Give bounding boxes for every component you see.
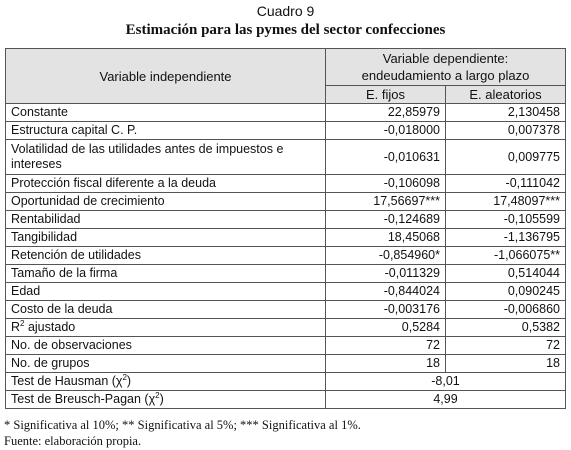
row-label: Protección fiscal diferente a la deuda bbox=[6, 175, 326, 193]
table-row-observations bbox=[6, 337, 566, 355]
table-body bbox=[6, 104, 566, 319]
cell-breusch-pagan-value: 4,99 bbox=[326, 391, 566, 409]
table-row-breusch-pagan bbox=[6, 391, 566, 409]
table-row bbox=[6, 283, 566, 301]
row-label: Retención de utilidades bbox=[6, 247, 326, 265]
cell-random: -1,136795 bbox=[446, 229, 566, 247]
cell-fixed: 18 bbox=[326, 355, 446, 373]
cell-random: 2,130458 bbox=[446, 104, 566, 122]
cell-random: 72 bbox=[446, 337, 566, 355]
header-dependent-line1: Variable dependiente: bbox=[382, 51, 509, 66]
cell-fixed: 0,5284 bbox=[326, 319, 446, 337]
cell-fixed: -0,124689 bbox=[326, 211, 446, 229]
table-row bbox=[6, 175, 566, 193]
header-independent-variable: Variable independiente bbox=[6, 49, 326, 104]
table-row bbox=[6, 211, 566, 229]
table-row bbox=[6, 104, 566, 122]
row-label: Oportunidad de crecimiento bbox=[6, 193, 326, 211]
cell-fixed: 22,85979 bbox=[326, 104, 446, 122]
row-label: Volatilidad de las utilidades antes de impuestos e intereses bbox=[6, 140, 326, 175]
table-row bbox=[6, 247, 566, 265]
row-label: Test de Breusch-Pagan $(\chi^2)$ bbox=[6, 391, 326, 409]
cell-random: 18 bbox=[446, 355, 566, 373]
header-fixed-effects: E. fijos bbox=[326, 86, 446, 104]
footnote-significance: * Significativa al 10%; ** Significativa al 5%; *** Significativa al 1%. bbox=[4, 418, 361, 432]
cell-fixed: -0,011329 bbox=[326, 265, 446, 283]
header-dependent-line2: endeudamiento a largo plazo bbox=[361, 68, 530, 83]
estimation-table bbox=[5, 48, 566, 409]
table-row bbox=[6, 193, 566, 211]
cell-random: 0,090245 bbox=[446, 283, 566, 301]
table-title: Estimación para las pymes del sector confecciones bbox=[125, 22, 446, 38]
table-row bbox=[6, 140, 566, 175]
row-label: Constante bbox=[6, 104, 326, 122]
row-label: No. de grupos bbox=[6, 355, 326, 373]
row-label: Tamaño de la firma bbox=[6, 265, 326, 283]
row-label: Estructura capital C. P. bbox=[6, 122, 326, 140]
cell-random: -0,006860 bbox=[446, 301, 566, 319]
cell-fixed: -0,003176 bbox=[326, 301, 446, 319]
cell-fixed: 72 bbox=[326, 337, 446, 355]
header-dependent-variable bbox=[326, 49, 566, 86]
row-label: $R^2$ ajustado bbox=[6, 319, 326, 337]
cell-fixed: -0,854960* bbox=[326, 247, 446, 265]
table-number: Cuadro 9 bbox=[256, 3, 315, 19]
cell-fixed: -0,106098 bbox=[326, 175, 446, 193]
cell-random: 0,514044 bbox=[446, 265, 566, 283]
row-label: Edad bbox=[6, 283, 326, 301]
cell-fixed: -0,010631 bbox=[326, 140, 446, 175]
cell-random: 17,48097*** bbox=[446, 193, 566, 211]
cell-random: -1,066075** bbox=[446, 247, 566, 265]
table-row bbox=[6, 265, 566, 283]
cell-random: -0,111042 bbox=[446, 175, 566, 193]
row-label: Costo de la deuda bbox=[6, 301, 326, 319]
cell-random: 0,5382 bbox=[446, 319, 566, 337]
cell-fixed: 18,45068 bbox=[326, 229, 446, 247]
cell-fixed: 17,56697*** bbox=[326, 193, 446, 211]
table-row-r2 bbox=[6, 319, 566, 337]
row-label: Tangibilidad bbox=[6, 229, 326, 247]
table-row-groups bbox=[6, 355, 566, 373]
cell-fixed: -0,018000 bbox=[326, 122, 446, 140]
footnote-source: Fuente: elaboración propia. bbox=[4, 434, 142, 448]
table-row bbox=[6, 122, 566, 140]
table-row bbox=[6, 229, 566, 247]
row-label: Rentabilidad bbox=[6, 211, 326, 229]
table-row bbox=[6, 301, 566, 319]
cell-fixed: -0,844024 bbox=[326, 283, 446, 301]
row-label: No. de observaciones bbox=[6, 337, 326, 355]
row-label: Test de Hausman $(\chi^2)$ bbox=[6, 373, 326, 391]
cell-random: 0,009775 bbox=[446, 140, 566, 175]
table-header-row bbox=[6, 49, 566, 86]
cell-random: -0,105599 bbox=[446, 211, 566, 229]
table-row-hausman bbox=[6, 373, 566, 391]
header-random-effects: E. aleatorios bbox=[446, 86, 566, 104]
cell-hausman-value: -8,01 bbox=[326, 373, 566, 391]
cell-random: 0,007378 bbox=[446, 122, 566, 140]
